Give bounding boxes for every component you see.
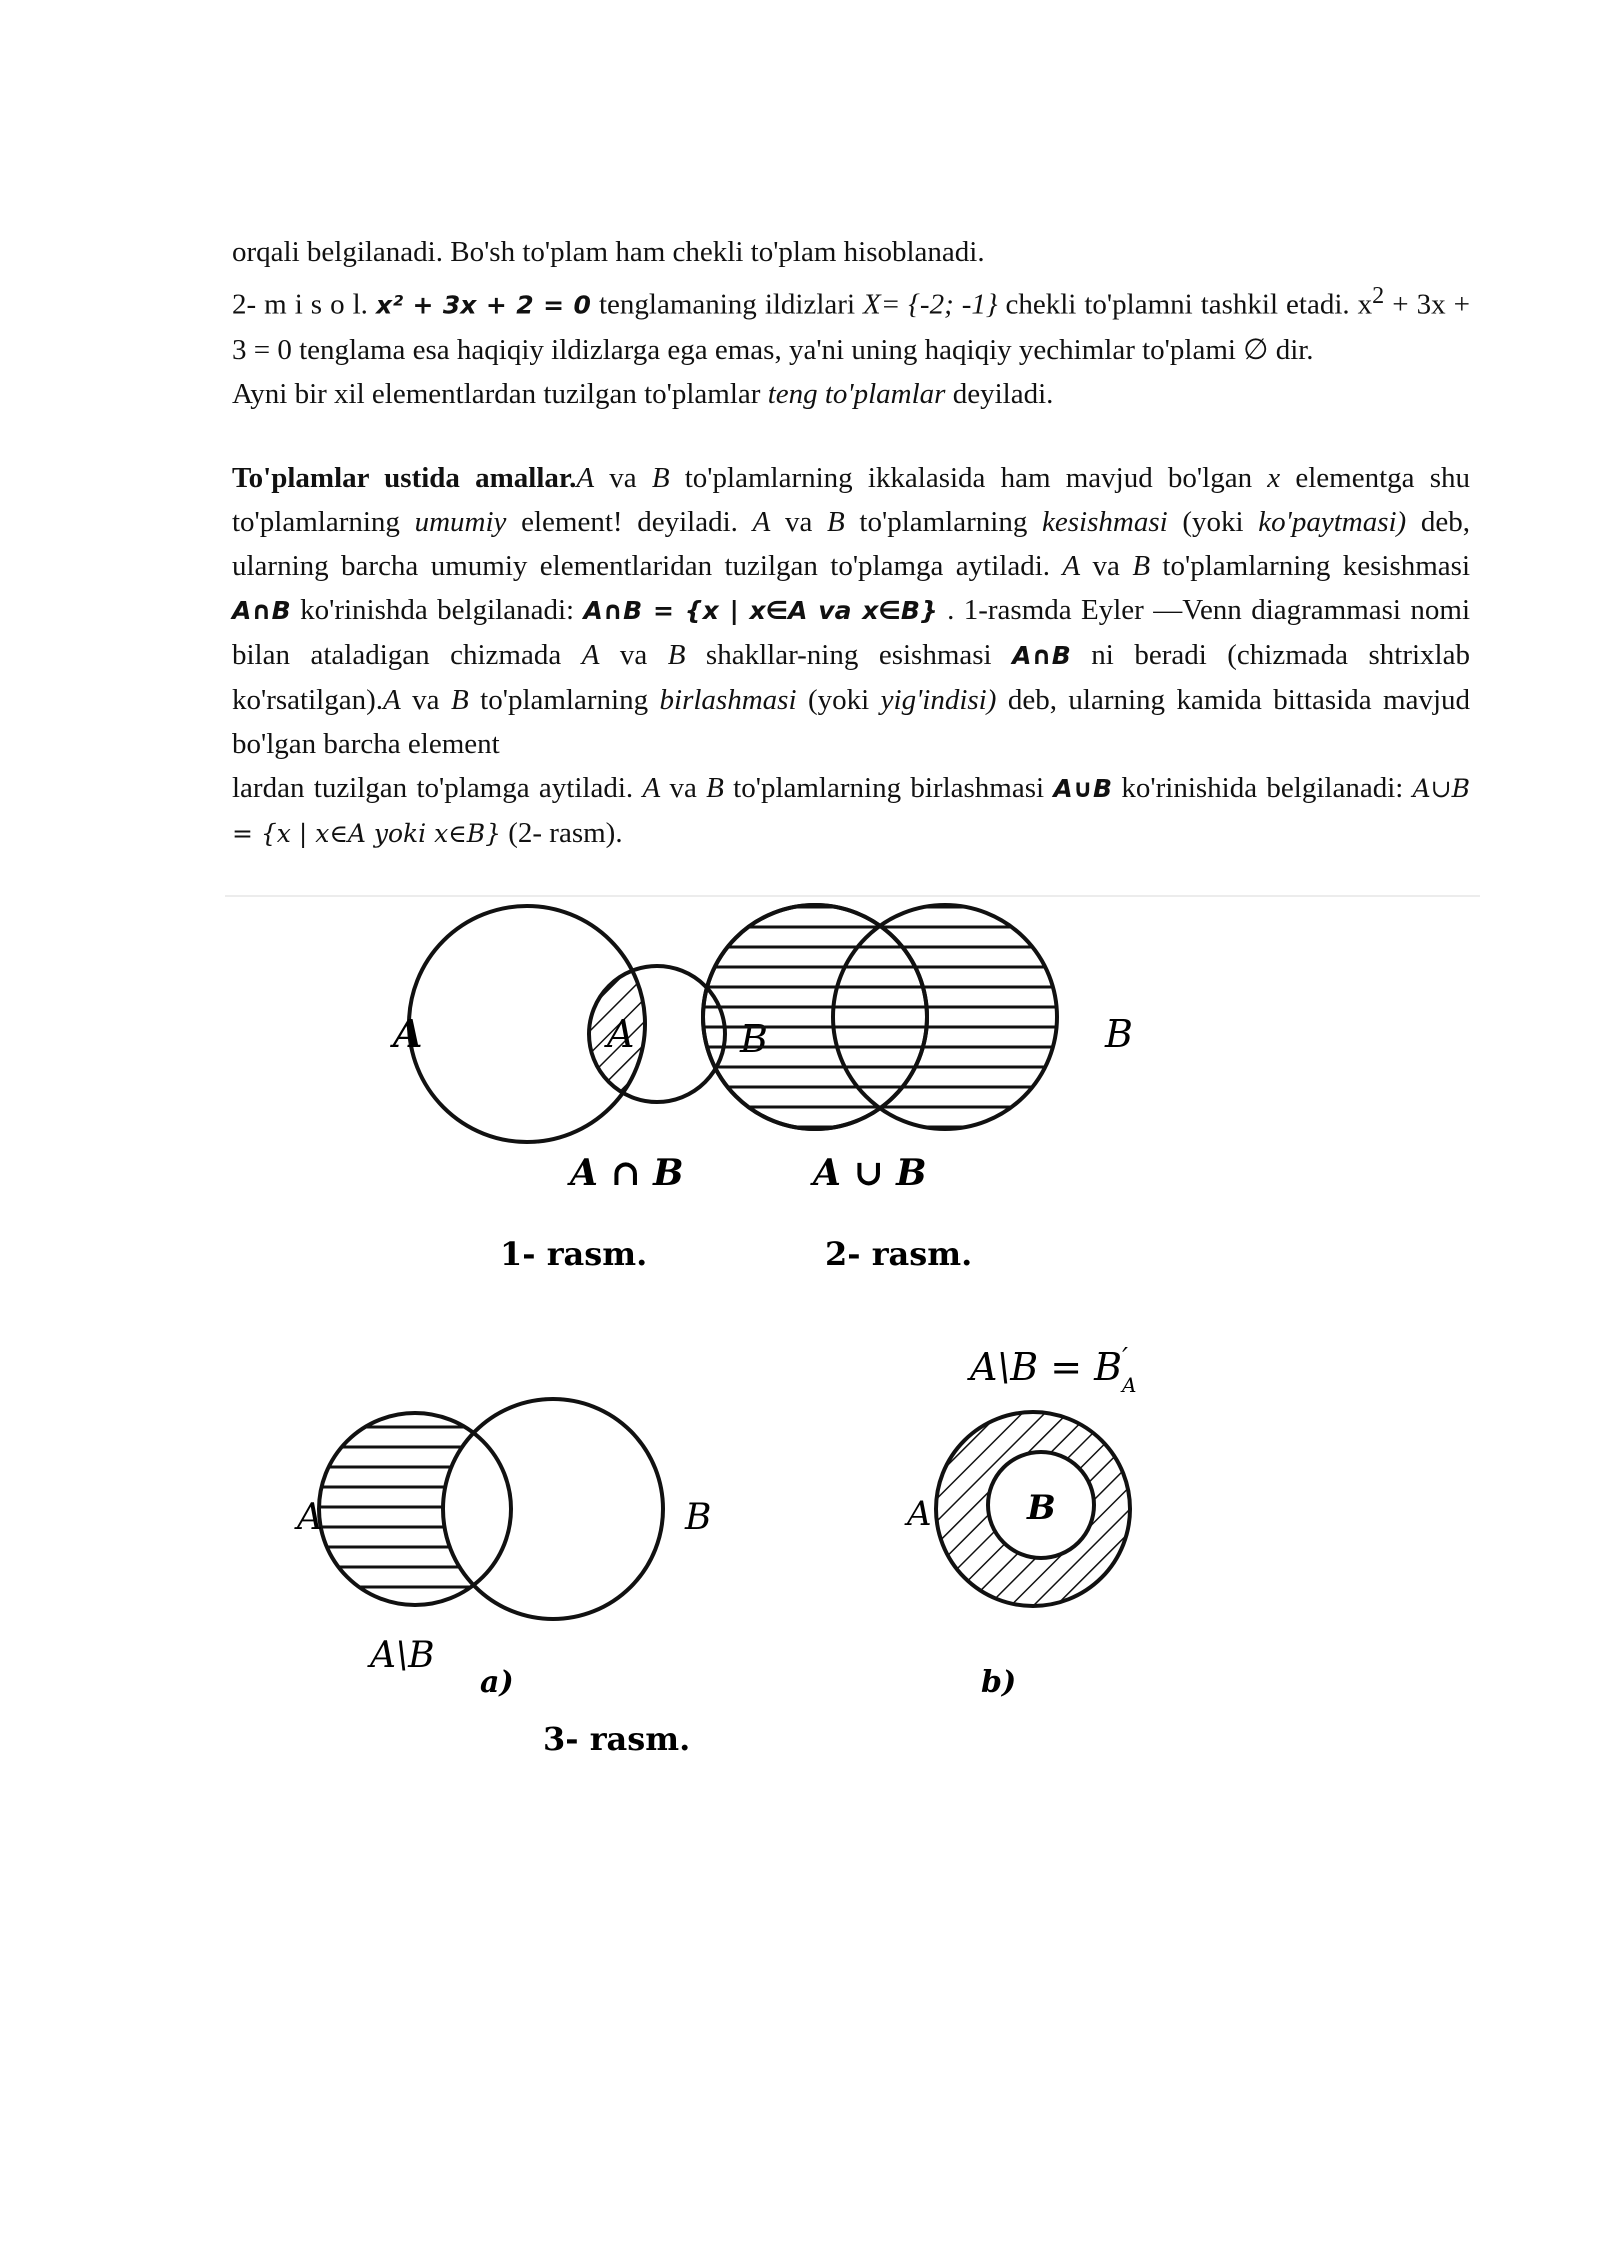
- subfigure-label: a): [480, 1665, 514, 1700]
- subfigure-label: b): [981, 1665, 1017, 1700]
- var-b: B: [667, 638, 686, 671]
- term-sum: yig'indisi): [880, 683, 997, 716]
- var-a: A: [1062, 549, 1081, 582]
- figure-3a-difference: [294, 1399, 711, 1700]
- text: deyiladi.: [945, 377, 1054, 410]
- figure-3-caption: 3- rasm.: [543, 1720, 691, 1758]
- term-union: birlashmasi: [659, 683, 797, 716]
- venn-diagrams: [225, 897, 1480, 1777]
- text: chekli to'plamni tashkil etadi. x: [997, 288, 1373, 321]
- text: deb, ularning barcha umumiy elementlaridan tuzilgan to'plamga aytiladi.: [232, 505, 1471, 582]
- text: lardan tuzilgan to'plamga aytiladi.: [232, 771, 643, 804]
- text: shakllar-ning esishmasi: [685, 638, 1013, 671]
- text: to'plamlarning ikkalasida ham mavjud bo'lgan: [669, 461, 1268, 494]
- text: (2- rasm).: [500, 816, 623, 849]
- label-a: A: [907, 1494, 932, 1534]
- label-a: A: [393, 1011, 423, 1056]
- roots-set: X= {-2; -1}: [863, 288, 998, 321]
- text: + 3x + 3 = 0 tenglama esa haqiqiy ildizlarga ega emas, ya'ni uning haqiqiy yechimlar to'plami ∅ dir.: [232, 288, 1470, 366]
- superscript: 2: [1372, 282, 1385, 309]
- text: va: [400, 683, 451, 716]
- set-label: A ∩ B: [570, 1152, 684, 1194]
- text: elementga shu to'plamlarning: [232, 461, 1470, 538]
- set-label: A\B: [370, 1635, 435, 1676]
- text: va: [770, 505, 828, 538]
- var-a: A: [383, 683, 401, 716]
- figure-caption: 1- rasm.: [500, 1235, 648, 1273]
- var-a: A: [642, 771, 661, 804]
- term-intersection: kesishmasi: [1042, 505, 1168, 538]
- set-b-circle: [833, 905, 1057, 1129]
- var-b: B: [827, 505, 845, 538]
- text: tenglamaning ildizlari: [590, 288, 864, 321]
- text: va: [660, 771, 707, 804]
- text: to'plamlarning birlashmasi: [723, 771, 1054, 804]
- formula-prime: ′: [1122, 1343, 1128, 1373]
- figures-area: [225, 895, 1480, 1777]
- text: deb, ularning kamida bittasida mavjud bo'lgan barcha element: [232, 683, 1471, 760]
- text: va: [1080, 549, 1133, 582]
- formula-subscript: A: [1122, 1373, 1137, 1397]
- term-product: ko'paytmasi): [1258, 505, 1407, 538]
- text: ko'rinishda belgilanadi:: [290, 593, 584, 626]
- figure-2-union: [604, 905, 1133, 1273]
- text: to'plamlarning: [468, 683, 660, 716]
- text: ko'rinishida belgilanadi:: [1112, 771, 1413, 804]
- var-b: B: [451, 683, 469, 716]
- text: to'plamlarning: [844, 505, 1042, 538]
- var-b: B: [651, 461, 670, 494]
- paragraph-1: [232, 230, 1470, 416]
- text: ni beradi (chizmada shtrixlab ko'rsatilgan).: [232, 638, 1470, 716]
- formula: [967, 1343, 1136, 1397]
- text: (yoki: [1167, 505, 1259, 538]
- example-label: 2- m i s o l.: [232, 288, 368, 321]
- line-empty-set: orqali belgilanadi. Bo'sh to'plam ham chekli to'plam hisoblanadi.: [232, 236, 985, 268]
- text: to'plamlarning kesishmasi: [1150, 549, 1471, 582]
- label-b: B: [1027, 1488, 1056, 1528]
- union-symbol: A∪B: [1053, 773, 1113, 803]
- var-a: A: [752, 505, 771, 538]
- text: element! deyiladi.: [506, 505, 753, 538]
- intersection-symbol: A∩B: [1012, 640, 1071, 670]
- section-heading: To'plamlar ustida amallar.: [232, 461, 577, 494]
- paragraph-2: [232, 456, 1470, 856]
- text: Ayni bir xil elementlardan tuzilgan to'plamlar: [232, 377, 768, 410]
- text-block: [232, 230, 1470, 856]
- var-a: A: [576, 461, 595, 494]
- intersection-symbol: A∩B: [232, 595, 291, 625]
- figure-3b-complement: [904, 1343, 1136, 1700]
- var-x: x: [1267, 461, 1281, 494]
- intersection-definition: A∩B = {x | x∈A va x∈B}: [583, 595, 938, 625]
- text: va: [594, 461, 652, 494]
- var-b: B: [1132, 549, 1151, 582]
- term-equal-sets: teng to'plamlar: [767, 377, 946, 410]
- label-a: A: [607, 1012, 635, 1056]
- label-a: A: [297, 1497, 323, 1538]
- figure-caption: 2- rasm.: [825, 1235, 973, 1273]
- term-common: umumiy: [414, 505, 507, 538]
- label-b: B: [1105, 1012, 1133, 1056]
- label-b: B: [685, 1497, 712, 1538]
- set-label: A ∪ B: [813, 1152, 927, 1194]
- text: (yoki: [796, 683, 881, 716]
- union-definition: A∪B = {x | x∈A yoki x∈B}: [232, 773, 1470, 848]
- formula-main: A\B = B: [970, 1345, 1123, 1389]
- text: . 1-rasmda Eyler —Venn diagrammasi nomi bilan ataladigan chizmada: [232, 593, 1470, 671]
- var-a: A: [581, 638, 600, 671]
- equation-quadratic: x² + 3x + 2 = 0: [375, 290, 591, 320]
- figure-1-intersection: [390, 906, 768, 1273]
- var-b: B: [706, 771, 724, 804]
- text: va: [599, 638, 668, 671]
